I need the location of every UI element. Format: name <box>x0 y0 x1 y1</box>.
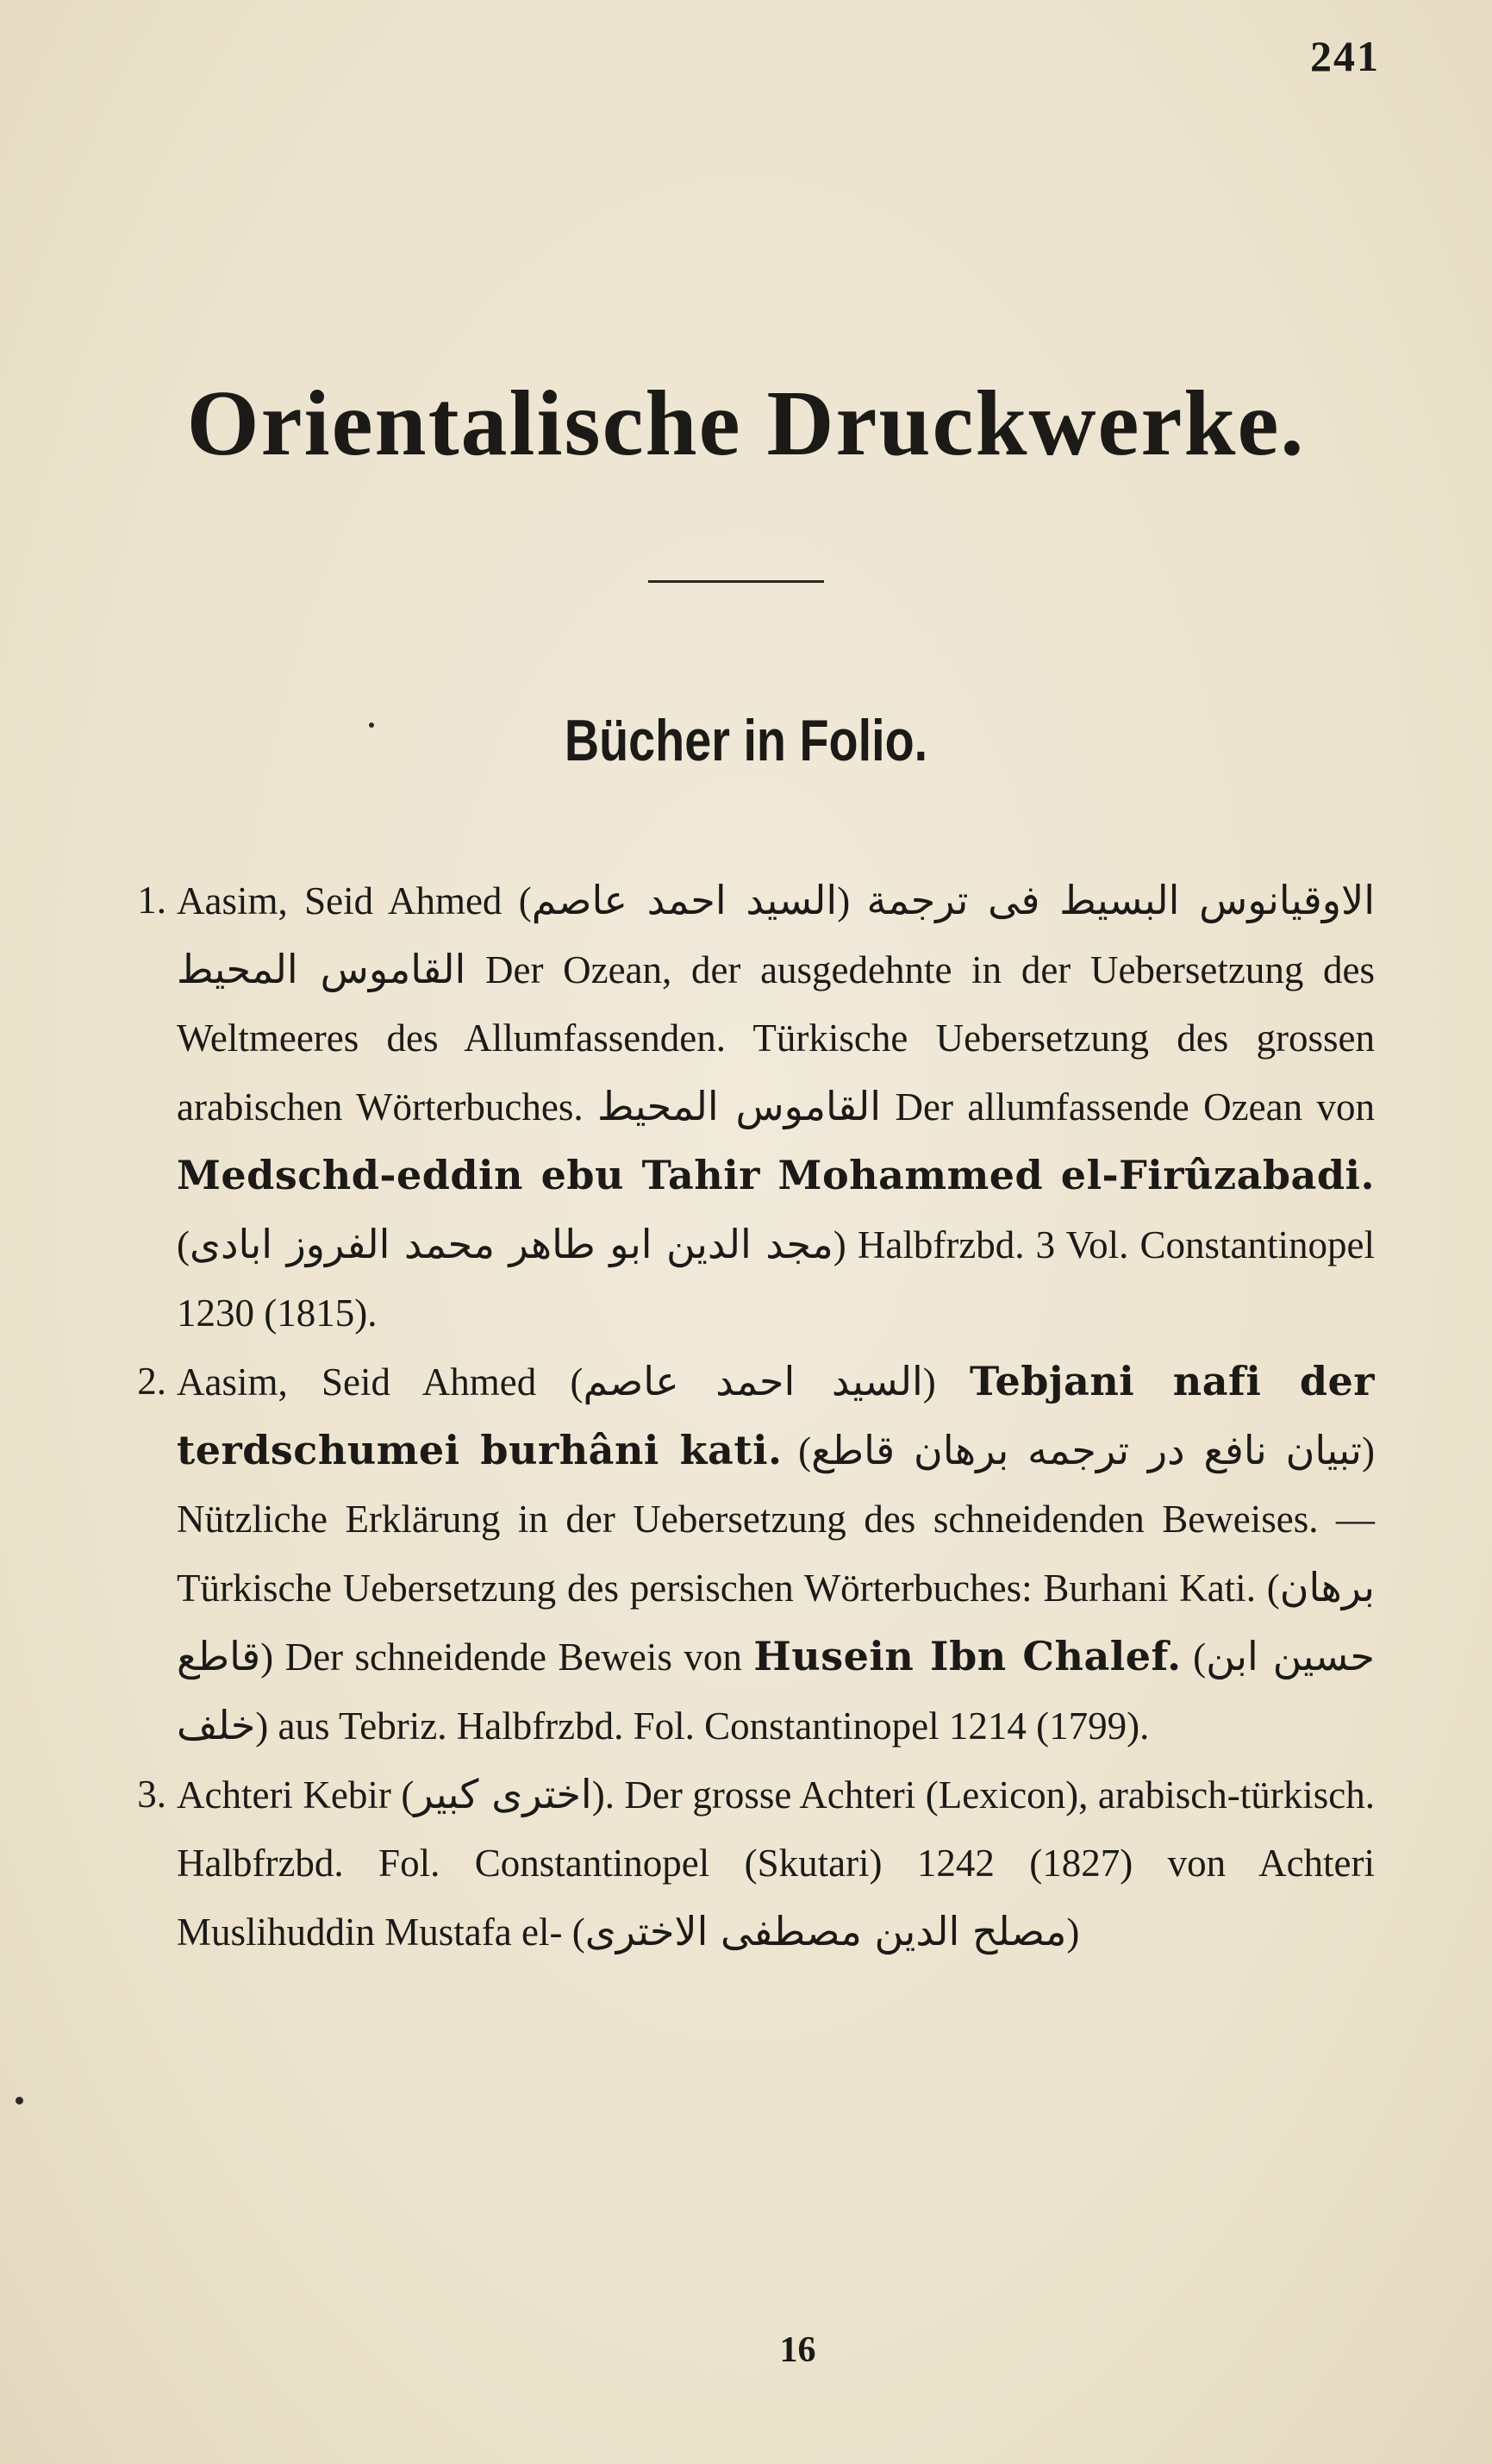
entry-1 <box>137 866 1375 1348</box>
entry-number: 1. <box>137 879 166 922</box>
entry-text: Achteri Kebir ( <box>177 1773 415 1817</box>
arabic-title: برهان قاطع <box>177 1564 1375 1679</box>
author-name: Medschd-eddin ebu Tahir Mohammed el-Firûzabadi. <box>177 1152 1375 1198</box>
entry-number: 3. <box>137 1773 166 1816</box>
section-heading: Bücher in Folio. <box>564 708 928 773</box>
entry-text: ( <box>1181 1635 1207 1679</box>
entry-text: ). Der grosse Achteri (Lexicon), arabisch-türkisch. Halbfrzbd. Fol. Constantinopel (Skutari) 1242 (1827) von Achteri Muslihuddin Mustafa el- ( <box>177 1773 1375 1954</box>
entry-text: ) Halbfrzbd. 3 Vol. Constantinopel 1230 (1815). <box>177 1223 1375 1335</box>
entry-number: 2. <box>137 1360 166 1403</box>
page-number: 241 <box>1310 32 1380 80</box>
entry-text: ( <box>177 1223 190 1266</box>
entry-text: ) Der schneidende Beweis von <box>260 1635 754 1679</box>
entry-text: Aasim, Seid Ahmed ( <box>177 1360 584 1404</box>
arabic-title: القاموس المحيط <box>597 1083 882 1129</box>
page-title: Orientalische Druckwerke. <box>186 372 1306 475</box>
arabic-author: مجد الدين ابو طاهر محمد الفروز ابادى <box>190 1221 833 1267</box>
arabic-author: مصلح الدين مصطفى الاخترى <box>584 1908 1067 1954</box>
entry-text: ) Nützliche Erklärung in der Uebersetzung des schneidenden Beweises. — Türkische Uebersetzung des persischen Wörterbuches: Burhani Kati. ( <box>177 1429 1375 1610</box>
entry-text: ) <box>1066 1911 1080 1954</box>
entry-text: ) aus Tebriz. Halbfrzbd. Fol. Constantinopel 1214 (1799). <box>255 1704 1150 1748</box>
title-divider <box>648 580 824 583</box>
entry-text: Der Ozean, der ausgedehnte in der Uebersetzung des Weltmeeres des Allumfassenden. Türkische Uebersetzung des grossen arabischen Wörterbuches. <box>177 948 1375 1129</box>
entry-2 <box>137 1348 1375 1760</box>
signature-mark: 16 <box>779 2330 816 2370</box>
ink-speck <box>369 722 374 728</box>
author-name: Husein Ibn Chalef. <box>753 1633 1182 1679</box>
arabic-title: الاوقيانوس البسيط فى ترجمة القاموس المحيط <box>177 877 1375 992</box>
arabic-name: السيد احمد عاصم <box>583 1358 923 1404</box>
entry-list <box>137 866 1375 1967</box>
entry-3 <box>137 1760 1375 1967</box>
arabic-name: السيد احمد عاصم <box>531 877 838 923</box>
arabic-title: اخترى كبير <box>414 1771 592 1817</box>
arabic-title: تبيان نافع در ترجمه برهان قاطع <box>811 1427 1362 1473</box>
entry-text: ) <box>837 879 867 922</box>
entry-text: ) <box>922 1360 970 1404</box>
entry-text: Aasim, Seid Ahmed ( <box>177 879 532 922</box>
work-title: Tebjani nafi der terdschumei burhâni kati. <box>177 1358 1375 1473</box>
arabic-author: حسين ابن خلف <box>177 1633 1375 1748</box>
entry-text: Der allumfassende Ozean von <box>881 1085 1375 1129</box>
entry-text: ( <box>782 1429 812 1473</box>
ink-speck <box>16 2097 23 2104</box>
